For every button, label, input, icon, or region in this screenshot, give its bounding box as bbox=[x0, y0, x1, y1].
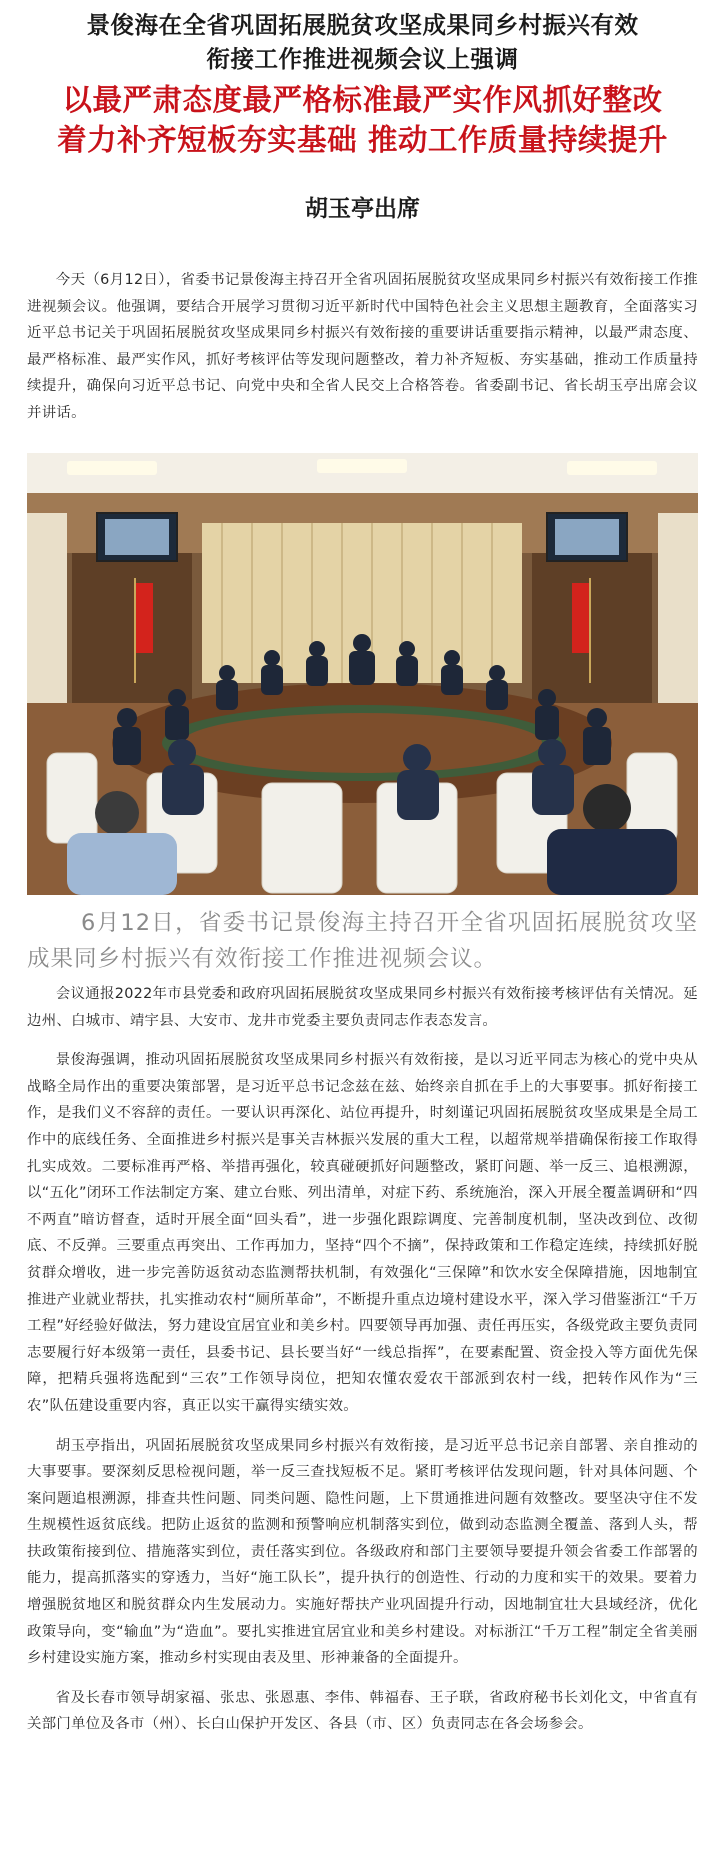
body-paragraph-jing-junhai: 景俊海强调，推动巩固拓展脱贫攻坚成果同乡村振兴有效衔接，是以习近平同志为核心的党中央从战略全局作出的重要决策部署，是习近平总书记念兹在兹、始终亲自抓在手上的大事要事。抓好衔接工作，是我们义不容辞的责任。一要认识再深化、站位再提升，时刻谨记巩固拓展脱贫攻坚成果是全局工作中的底线任务、全面推进乡村振兴是事关吉林振兴发展的重大工程，以超常规举措确保衔接工作取得扎实成效。二要标准再严格、举措再强化，较真碰硬抓好问题整改，紧盯问题、举一反三、追根溯源，以“五化”闭环工作法制定方案、建立台账、列出清单，对症下药、系统施治，深入开展全覆盖调研和“四不两直”暗访督查，适时开展全面“回头看”，进一步强化跟踪调度、完善制度机制，坚决改到位、改彻底、不反弹。三要重点再突出、工作再加力，坚持“四个不摘”，保持政策和工作稳定连续，持续抓好脱贫群众增收，进一步完善防返贫动态监测帮扶机制，有效强化“三保障”和饮水安全保障措施，因地制宜推进产业就业帮扶，扎实推动农村“厕所革命”，不断提升重点边境村建设水平，深入学习借鉴浙江“千万工程”好经验好做法，努力建设宜居宜业和美乡村。四要领导再加强、责任再压实，各级党政主要负责同志要履行好本级第一责任，县委书记、县长要当好“一线总指挥”，在要素配置、资金投入等方面优先保障，把精兵强将选配到“三农”工作领导岗位，把知农懂农爱农干部派到农村一线，把转作风作为“三农”队伍建设重要内容，真正以实干赢得实绩实效。 bbox=[27, 1052, 698, 1414]
byline: 胡玉亭出席 bbox=[305, 195, 420, 222]
red-headline-line-2: 着力补齐短板夯实基础 推动工作质量持续提升 bbox=[57, 123, 668, 157]
meeting-photo-illustration bbox=[27, 453, 698, 895]
red-headline-line-1: 以最严肃态度最严格标准最严实作风抓好整改 bbox=[62, 83, 663, 117]
lead-paragraph: 今天（6月12日），省委书记景俊海主持召开全省巩固拓展脱贫攻坚成果同乡村振兴有效衔接工作推进视频会议。他强调，要结合开展学习贯彻习近平新时代中国特色社会主义思想主题教育，全面落实习近平总书记关于巩固拓展脱贫攻坚成果同乡村振兴有效衔接的重要讲话重要指示精神，以最严肃态度、最严格标准、最严实作风，抓好考核评估等发现问题整改，着力补齐短板、夯实基础，推动工作质量持续提升，确保向习近平总书记、向党中央和全省人民交上合格答卷。省委副书记、省长胡玉亭出席会议并讲话。 bbox=[27, 272, 698, 421]
body-paragraph-attendees: 省及长春市领导胡家福、张忠、张恩惠、李伟、韩福春、王子联，省政府秘书长刘化文，中省直有关部门单位及各市（州）、长白山保护开发区、各县（市、区）负责同志在各会场参会。 bbox=[27, 1689, 698, 1733]
headline-line-1: 景俊海在全省巩固拓展脱贫攻坚成果同乡村振兴有效 bbox=[86, 11, 639, 39]
body-paragraph-hu-yuting: 胡玉亭指出，巩固拓展脱贫攻坚成果同乡村振兴有效衔接，是习近平总书记亲自部署、亲自推动的大事要事。要深刻反思检视问题，举一反三查找短板不足。紧盯考核评估发现问题，针对具体问题、个案问题追根溯源，排查共性问题、同类问题、隐性问题，上下贯通推进问题有效整改。要坚决守住不发生规模性返贫底线。把防止返贫的监测和预警响应机制落实到位，做到动态监测全覆盖、落到人头，帮扶政策衔接到位、措施落实到位，责任落实到位。各级政府和部门主要领导要提升领会省委工作部署的能力，提高抓落实的穿透力，当好“施工队长”，提升执行的创造性、行动的力度和实干的效果。要着力增强脱贫地区和脱贫群众内生发展动力。实施好帮扶产业巩固提升行动，因地制宜壮大县域经济，优化政策导向，变“输血”为“造血”。要扎实推进宜居宜业和美乡村建设。对标浙江“千万工程”制定全省美丽乡村建设实施方案，推动乡村实现由表及里、形神兼备的全面提升。 bbox=[27, 1437, 698, 1667]
meeting-photo bbox=[27, 453, 698, 895]
headline-line-2: 衔接工作推进视频会议上强调 bbox=[206, 45, 519, 73]
photo-caption: 6月12日，省委书记景俊海主持召开全省巩固拓展脱贫攻坚成果同乡村振兴有效衔接工作推进视频会议。 bbox=[27, 910, 698, 972]
article bbox=[27, 8, 698, 1733]
article-body bbox=[27, 981, 698, 1738]
body-paragraph-meeting-briefing: 会议通报2022年市县党委和政府巩固拓展脱贫攻坚成果同乡村振兴有效衔接考核评估有关情况。延边州、白城市、靖宇县、大安市、龙井市党委主要负责同志作表态发言。 bbox=[27, 986, 698, 1029]
